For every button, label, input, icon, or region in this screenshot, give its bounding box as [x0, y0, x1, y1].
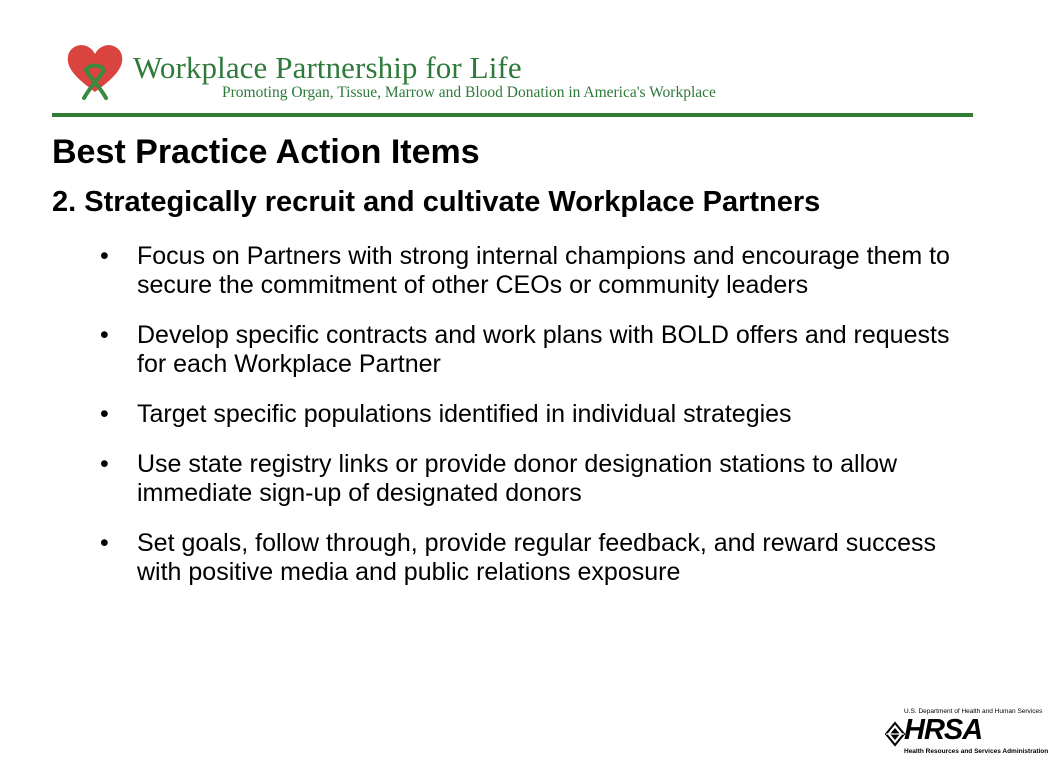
- hrsa-full-name: Health Resources and Services Administration: [904, 748, 1048, 755]
- bullet-item: [100, 529, 980, 587]
- bullet-text: Focus on Partners with strong internal champions and encourage them to secure the commitment of other CEOs or community leaders: [137, 242, 950, 299]
- bullet-marker: •: [100, 242, 109, 270]
- bullet-marker: •: [100, 529, 109, 557]
- heart-ribbon-icon: [62, 40, 128, 102]
- hrsa-wordmark: HRSA: [904, 714, 983, 746]
- bullet-text: Use state registry links or provide donor designation stations to allow immediate sign-up of designated donors: [137, 450, 898, 507]
- bullet-marker: •: [100, 400, 109, 428]
- bullet-text: Develop specific contracts and work plans with BOLD offers and requests for each Workplace Partner: [137, 321, 950, 378]
- bullet-marker: •: [100, 321, 109, 349]
- bullet-item: [100, 321, 980, 379]
- bullet-list: [100, 242, 980, 608]
- bullet-item: [100, 400, 980, 429]
- slide-title: Best Practice Action Items: [52, 133, 480, 171]
- bullet-item: [100, 242, 980, 300]
- header-divider: [52, 113, 973, 117]
- org-tagline: Promoting Organ, Tissue, Marrow and Blood Donation in America's Workplace: [222, 84, 716, 101]
- hhs-eagle-icon: [884, 721, 906, 747]
- org-name: Workplace Partnership for Life: [133, 50, 522, 85]
- bullet-marker: •: [100, 450, 109, 478]
- hrsa-logo: [884, 708, 1048, 760]
- bullet-text: Target specific populations identified in individual strategies: [137, 400, 792, 428]
- slide-header: [0, 0, 1024, 118]
- slide-subtitle: 2. Strategically recruit and cultivate Workplace Partners: [52, 186, 821, 218]
- bullet-item: [100, 450, 980, 508]
- hrsa-department: U.S. Department of Health and Human Services: [904, 708, 1043, 715]
- bullet-text: Set goals, follow through, provide regular feedback, and reward success with positive media and public relations exposure: [137, 529, 937, 586]
